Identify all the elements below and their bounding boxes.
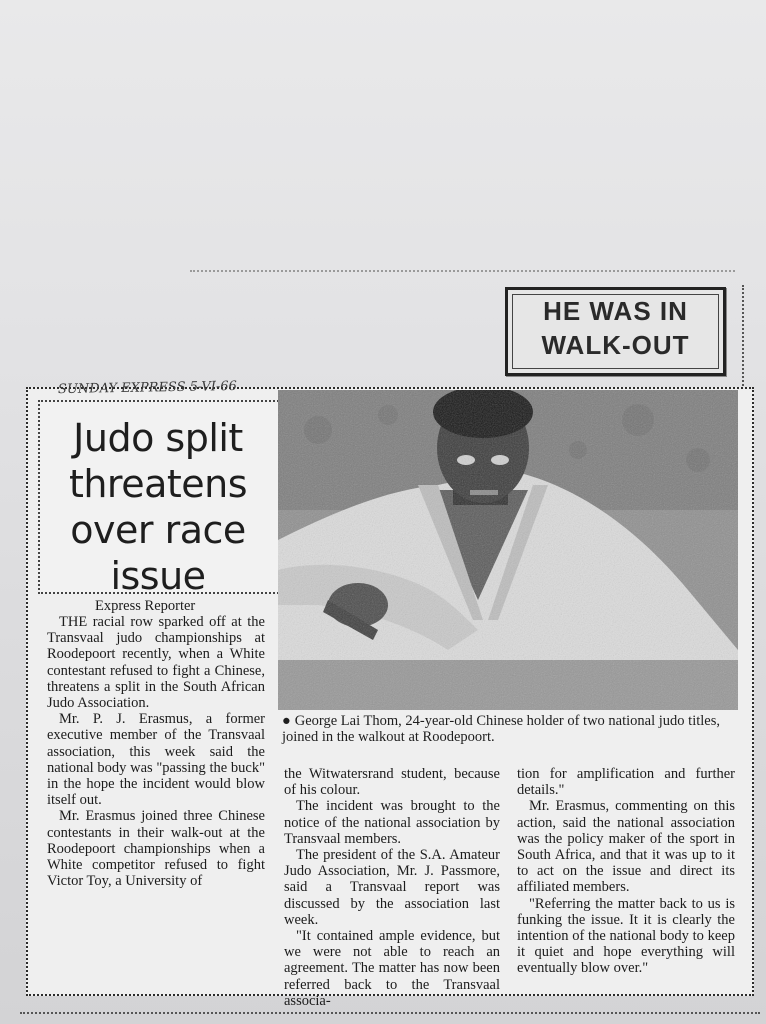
walkout-line-2: WALK-OUT — [541, 330, 690, 360]
article-column-1 — [47, 614, 265, 889]
paragraph: Mr. Erasmus joined three Chinese contestants in their walk-out at the Roodepoort championships when a White competitor refused to fight Victor Toy, a University of — [47, 808, 265, 890]
article-column-3 — [517, 766, 735, 977]
byline: Express Reporter — [95, 598, 196, 614]
judoka-photo — [278, 390, 738, 710]
walkout-line-1: HE WAS IN — [543, 296, 688, 326]
paragraph: Mr. P. J. Erasmus, a former executive member of the Transvaal association, this week said the national body was "passing the buck" in the hope the incident would blow itself out. — [47, 711, 265, 809]
headline-line: Judo split — [73, 416, 243, 460]
caption-text: George Lai Thom, 24-year-old Chinese holder of two national judo titles, joined in the walkout at Roodepoort. — [282, 713, 720, 745]
walkout-headline-box — [505, 287, 726, 376]
divider-strip — [190, 270, 735, 274]
bullet-icon: ● — [282, 713, 291, 729]
paragraph: tion for amplification and further details." — [517, 766, 735, 799]
paragraph: Mr. Erasmus, commenting on this action, said the national association was the policy maker of the sport in South Africa, and that it was up to it to act on the issue and direct its affiliated members. — [517, 798, 735, 896]
bottom-border-rule — [20, 1012, 760, 1017]
article-headline — [40, 415, 276, 599]
paragraph: The president of the S.A. Amateur Judo Association, Mr. J. Passmore, said a Transvaal report was discussed by the association last week. — [284, 847, 500, 928]
paragraph: the Witwatersrand student, because of his colour. — [284, 766, 500, 799]
headline-line: threatens — [68, 462, 248, 506]
handwritten-source-annotation: SUNDAY EXPRESS 5-VI-66 — [57, 378, 237, 398]
headline-line: over race — [70, 508, 246, 552]
paragraph: THE racial row sparked off at the Transvaal judo championships at Roodepoort recently, when a White contestant refused to fight a Chinese, threatens a split in the South African Judo Association. — [47, 614, 265, 712]
photo-image — [278, 390, 738, 710]
paragraph: "Referring the matter back to us is funking the issue. It it is clearly the intention of the national body to keep it quiet and hope everything will eventually blow over." — [517, 895, 735, 977]
photo-caption — [282, 713, 737, 745]
headline-line: issue — [110, 554, 206, 598]
article-column-2 — [284, 766, 500, 1009]
paragraph: "It contained ample evidence, but we were not able to reach an agreement. The matter has now been referred back to the Transvaal associa- — [284, 928, 500, 1009]
paragraph: The incident was brought to the notice of the national association by Transvaal members. — [284, 798, 500, 847]
